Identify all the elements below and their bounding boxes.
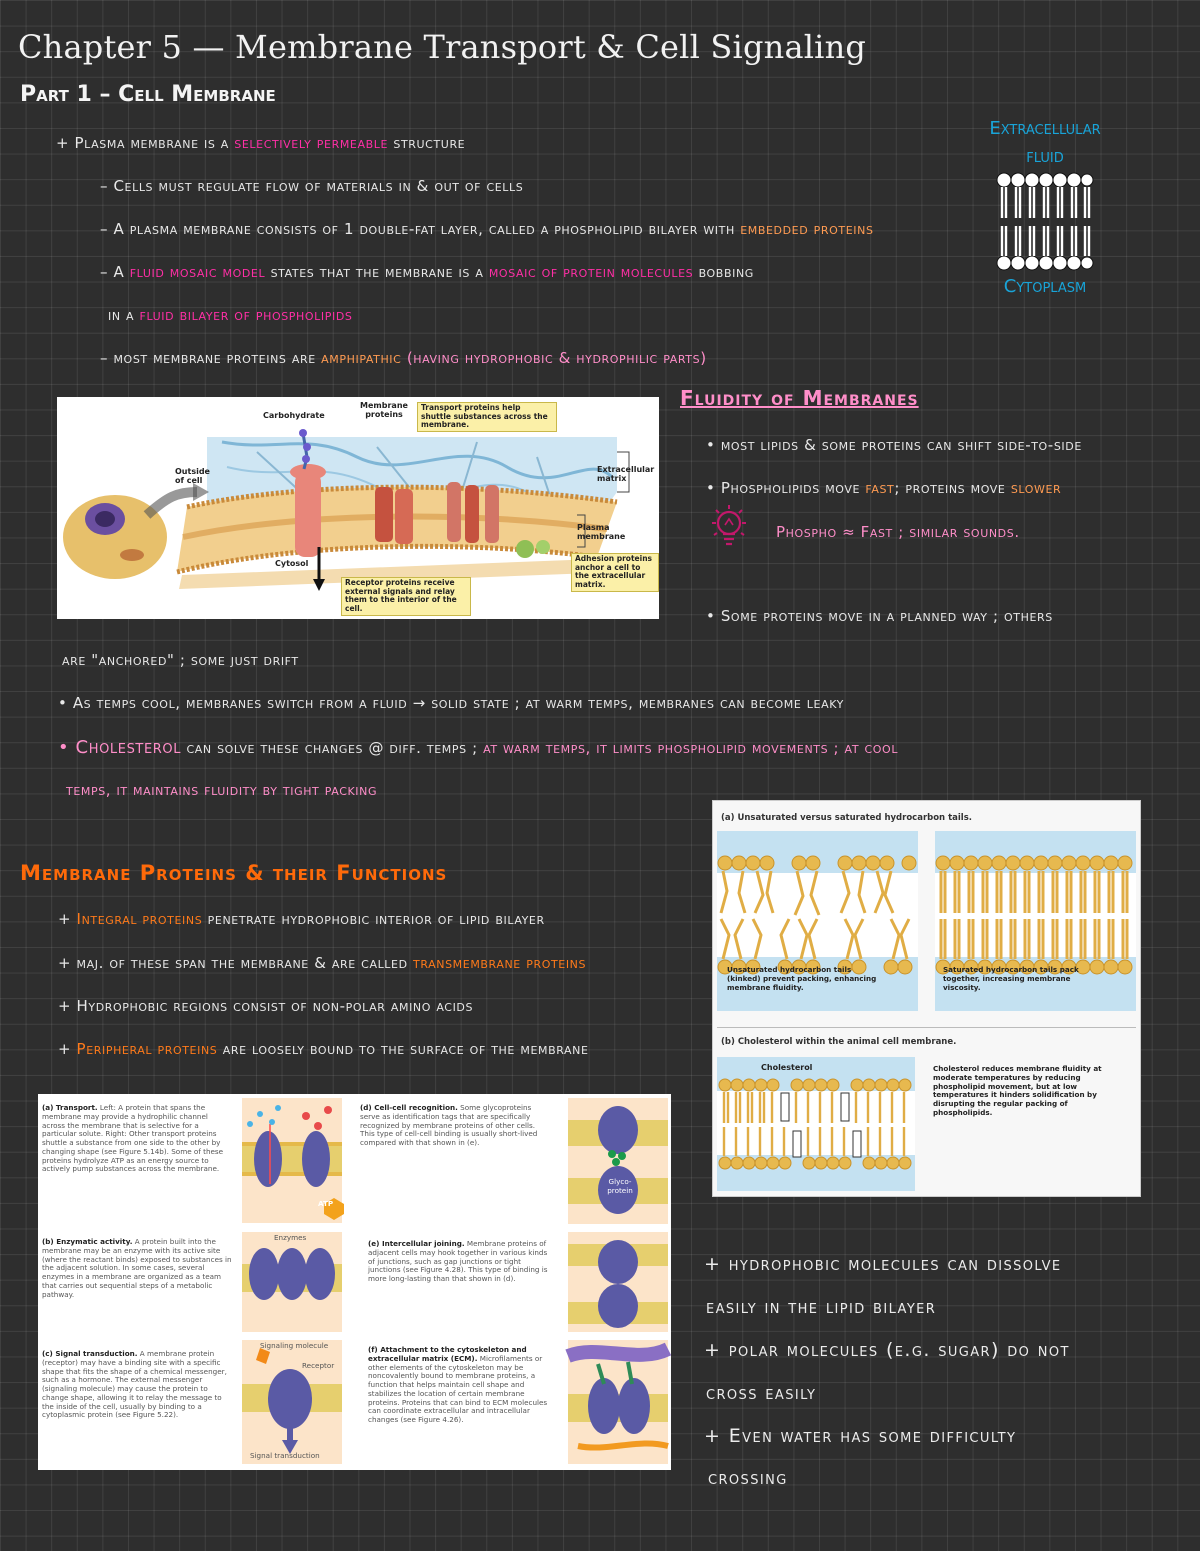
recognition-panel-text: (d) Cell-cell recognition. Some glycoproteins serve as identification tags that are specifically recognized by membrane proteins of other cells. This type of cell-cell binding is usually short-lived compared with that shown in (e). bbox=[360, 1103, 538, 1148]
extracellular-label: Extracellular bbox=[989, 118, 1101, 139]
bottom-line-5: + Even water has some difficulty bbox=[704, 1425, 1017, 1447]
attachment-panel-text: (f) Attachment to the cytoskeleton and extracellular matrix (ECM). Microfilaments or other elements of the cytoskeleton may be noncovalently bound to membrane proteins, a function that helps maintain cell shape and stabilizes the location of certain membrane proteins. Proteins that can bind to ECM molecules can coordinate extracellular and intracellular changes (see Figure 4.26). bbox=[368, 1345, 548, 1425]
cytosol-label: Cytosol bbox=[275, 559, 309, 568]
fluidity-heading: Fluidity of Membranes bbox=[680, 386, 919, 410]
note-line-4: – A fluid mosaic model states that the membrane is a mosaic of protein molecules bobbing bbox=[100, 263, 754, 281]
enzymes-label: Enzymes bbox=[274, 1233, 307, 1242]
protein-functions-figure bbox=[38, 1094, 671, 1470]
signaling-molecule-label: Signaling molecule bbox=[260, 1341, 329, 1350]
proteins-line-4: + Peripheral proteins are loosely bound to the surface of the membrane bbox=[58, 1040, 589, 1058]
note-line-3: – A plasma membrane consists of 1 double-fat layer, called a phospholipid bilayer with embedded proteins bbox=[100, 220, 874, 238]
cholesterol-label: Cholesterol bbox=[761, 1063, 813, 1072]
cholesterol-figure bbox=[712, 800, 1141, 1197]
cholesterol-caption: Cholesterol reduces membrane fluidity at moderate temperatures by reducing phospholipid movement, but at low temperatures it hinders solidification by disrupting the regular packing of phospholipids. bbox=[933, 1064, 1102, 1117]
note-line-5: in a fluid bilayer of phospholipids bbox=[108, 306, 353, 324]
bottom-line-1: + hydrophobic molecules can dissolve bbox=[704, 1253, 1062, 1275]
cytoplasm-label: Cytoplasm bbox=[1003, 276, 1087, 297]
protein-functions-illustration bbox=[38, 1094, 671, 1470]
fluid-label: fluid bbox=[1026, 146, 1064, 167]
bottom-line-6: crossing bbox=[708, 1467, 788, 1489]
transport-proteins-box: Transport proteins help shuttle substances across the membrane. bbox=[417, 402, 557, 432]
fluidity-mnemonic: Phospho ≈ Fast ; similar sounds. bbox=[776, 523, 1020, 541]
section-heading-part1: Part 1 – Cell Membrane bbox=[20, 82, 276, 107]
fig-a-title: (a) Unsaturated versus saturated hydrocarbon tails. bbox=[721, 813, 972, 823]
bilayer-icon bbox=[994, 170, 1094, 274]
signal-transduction-label: Signal transduction bbox=[250, 1451, 320, 1460]
fluidity-line-4: • Some proteins move in a planned way ; others bbox=[706, 607, 1053, 625]
note-line-6: – most membrane proteins are amphipathic (having hydrophobic & hydrophilic parts) bbox=[100, 349, 707, 367]
proteins-line-3: + Hydrophobic regions consist of non-polar amino acids bbox=[58, 997, 474, 1015]
fluidity-line-7: • Cholesterol can solve these changes @ diff. temps ; at warm temps, it limits phospholipid movements ; at cool bbox=[58, 737, 899, 758]
saturated-caption: Saturated hydrocarbon tails pack together, increasing membrane viscosity. bbox=[943, 965, 1079, 992]
membrane-proteins-label: Membrane proteins bbox=[360, 401, 408, 420]
joining-panel-text: (e) Intercellular joining. Membrane proteins of adjacent cells may hook together in various kinds of junctions, such as gap junctions or tight junctions (see Figure 4.28). This type of binding is more long-lasting than that shown in (d). bbox=[368, 1239, 548, 1284]
plasma-membrane-label: Plasma membrane bbox=[577, 523, 626, 542]
hydrocarbon-tails-illustration bbox=[713, 801, 1140, 1196]
fluidity-line-2: • Phospholipids move fast; proteins move slower bbox=[706, 479, 1062, 497]
adhesion-proteins-box: Adhesion proteins anchor a cell to the extracellular matrix. bbox=[571, 553, 659, 592]
lightbulb-icon bbox=[706, 503, 752, 553]
note-line-2: – Cells must regulate flow of materials in & out of cells bbox=[100, 177, 524, 195]
atp-label: ATP bbox=[318, 1199, 334, 1208]
receptor-proteins-box: Receptor proteins receive external signals and relay them to the interior of the cell. bbox=[341, 577, 471, 616]
transport-panel-text: (a) Transport. Left: A protein that spans the membrane may provide a hydrophilic channel across the membrane that is selective for a particular solute. Right: Other transport proteins shuttle a substance from one side to the other by changing shape (see Figure 5.14b). Some of these proteins hydrolyze ATP as an energy source to actively pump substances across the membrane. bbox=[42, 1103, 224, 1174]
fluid-mosaic-figure bbox=[57, 397, 659, 619]
carbohydrate-label: Carbohydrate bbox=[263, 411, 325, 420]
enzymatic-panel-text: (b) Enzymatic activity. A protein built into the membrane may be an enzyme with its active site (where the reactant binds) exposed to substances in the adjacent solution. In some cases, several enzymes in a membrane are organized as a team that carries out sequential steps of a metabolic pathway. bbox=[42, 1237, 232, 1299]
signal-panel-text: (c) Signal transduction. A membrane protein (receptor) may have a binding site with a specific shape that fits the shape of a chemical messenger, such as a hormone. The external messenger (signaling molecule) may cause the protein to change shape, allowing it to relay the message to the inside of the cell, usually by binding to a cytoplasmic protein (see Figure 5.22). bbox=[42, 1349, 227, 1420]
receptor-label: Receptor bbox=[302, 1361, 335, 1370]
glycoprotein-label: Glyco-protein bbox=[607, 1177, 633, 1195]
fluidity-line-8: temps, it maintains fluidity by tight packing bbox=[66, 781, 378, 799]
proteins-line-1: + Integral proteins penetrate hydrophobic interior of lipid bilayer bbox=[58, 910, 545, 928]
bottom-line-2: easily in the lipid bilayer bbox=[706, 1296, 937, 1318]
page-title: Chapter 5 — Membrane Transport & Cell Signaling bbox=[18, 28, 867, 66]
bottom-line-4: cross easily bbox=[706, 1382, 817, 1404]
proteins-line-2: + maj. of these span the membrane & are called transmembrane proteins bbox=[58, 954, 587, 972]
unsaturated-caption: Unsaturated hydrocarbon tails (kinked) prevent packing, enhancing membrane fluidity. bbox=[727, 965, 877, 992]
fluidity-line-6: • As temps cool, membranes switch from a fluid → solid state ; at warm temps, membranes can become leaky bbox=[58, 694, 844, 712]
fluidity-line-5: are "anchored" ; some just drift bbox=[62, 651, 299, 669]
note-line-1: + Plasma membrane is a selectively permeable structure bbox=[56, 134, 466, 152]
fig-b-title: (b) Cholesterol within the animal cell membrane. bbox=[721, 1037, 957, 1047]
membrane-proteins-heading: Membrane Proteins & their Functions bbox=[20, 861, 448, 885]
fluidity-line-1: • most lipids & some proteins can shift side-to-side bbox=[706, 436, 1082, 454]
extracellular-matrix-label: Extracellular matrix bbox=[597, 465, 655, 484]
outside-of-cell-label: Outside of cell bbox=[175, 467, 210, 486]
bottom-line-3: + polar molecules (e.g. sugar) do not bbox=[704, 1339, 1070, 1361]
